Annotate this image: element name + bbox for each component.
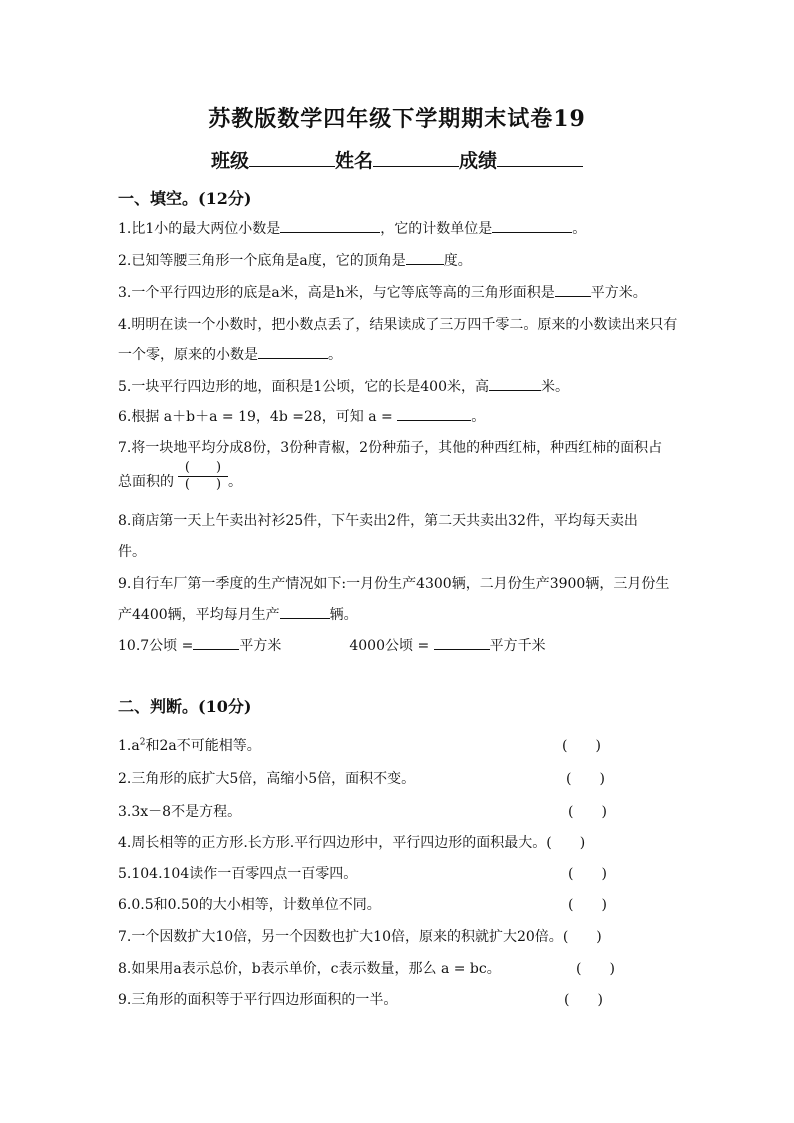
section2-heading: 二、判断。(10分) [118, 697, 252, 716]
judgment-paren[interactable]: ( ) [576, 961, 615, 977]
judgment-paren[interactable]: ( ) [562, 738, 601, 754]
s2-question-5: 5.104.104读作一百零四点一百零四。 [118, 866, 358, 882]
name-field[interactable] [373, 148, 459, 167]
answer-blank[interactable] [397, 406, 471, 421]
answer-blank[interactable] [434, 635, 490, 650]
s1-question-6: 6.根据 a＋b＋a = 19，4b =28，可知 a = 。 [118, 406, 485, 426]
judgment-paren[interactable]: ( ) [566, 771, 605, 787]
s2-question-7: 7.一个因数扩大10倍，另一个因数也扩大10倍，原来的积就扩大20倍。( ) [118, 929, 602, 945]
s1-question-7-line1: 7.将一块地平均分成8份，3份种青椒，2份种茄子，其他的种西红柿，种西红柿的面积占 [118, 440, 663, 456]
answer-blank[interactable] [193, 635, 239, 650]
exam-title: 苏教版数学四年级下学期期末试卷19 [208, 106, 586, 132]
s2-question-9: 9.三角形的面积等于平行四边形面积的一半。 [118, 992, 398, 1008]
s2-question-3: 3.3x－8不是方程。 [118, 804, 242, 820]
score-field[interactable] [497, 148, 583, 167]
name-label: 姓名 [334, 150, 373, 172]
class-label: 班级 [210, 150, 249, 172]
s1-question-4-line2: 一个零，原来的小数是 。 [118, 344, 342, 364]
judgment-paren[interactable]: ( ) [546, 835, 586, 851]
judgment-paren[interactable]: ( ) [568, 866, 607, 882]
judgment-paren[interactable]: ( ) [564, 992, 603, 1008]
answer-blank[interactable] [555, 282, 591, 297]
class-field[interactable] [249, 148, 335, 167]
s2-question-6: 6.0.5和0.50的大小相等，计数单位不同。 [118, 897, 381, 913]
s1-question-8-line1: 8.商店第一天上午卖出衬衫25件，下午卖出2件，第二天共卖出32件，平均每天卖出 [118, 513, 638, 529]
fraction-denominator[interactable]: ( ) [184, 477, 222, 492]
fraction-blank[interactable] [178, 460, 228, 493]
answer-blank[interactable] [280, 218, 380, 233]
answer-blank[interactable] [258, 344, 328, 359]
answer-blank[interactable] [280, 604, 330, 619]
judgment-paren[interactable]: ( ) [568, 897, 607, 913]
s1-question-10: 10.7公顷 = 平方米 4000公顷 = 平方千米 [118, 635, 546, 655]
s1-question-8-line2: 件。 [118, 544, 146, 560]
score-label: 成绩 [459, 150, 498, 172]
s2-question-2: 2.三角形的底扩大5倍，高缩小5倍，面积不变。 [118, 771, 416, 787]
s1-question-1: 1.比1小的最大两位小数是 ，它的计数单位是 。 [118, 218, 586, 238]
s2-question-4: 4.周长相等的正方形.长方形.平行四边形中，平行四边形的面积最大。( ) [118, 835, 586, 851]
s1-question-2: 2.已知等腰三角形一个底角是a度，它的顶角是 度。 [118, 250, 472, 270]
s2-question-8: 8.如果用a表示总价，b表示单价，c表示数量，那么 a = bc。 [118, 961, 501, 977]
fraction-numerator[interactable]: ( ) [184, 460, 222, 475]
s1-question-7-line2: 总面积的 。 [118, 474, 242, 490]
s1-question-9-line2: 产4400辆，平均每月生产 辆。 [118, 604, 358, 624]
s1-question-4-line1: 4.明明在读一个小数时，把小数点丢了，结果读成了三万四千零二。原来的小数读出来只有 [118, 317, 678, 333]
answer-blank[interactable] [489, 376, 541, 391]
section1-heading: 一、填空。(12分) [118, 189, 252, 208]
s1-question-9-line1: 9.自行车厂第一季度的生产情况如下:一月份生产4300辆，二月份生产3900辆，三月份生 [118, 576, 670, 592]
judgment-paren[interactable]: ( ) [568, 804, 607, 820]
judgment-paren[interactable]: ( ) [562, 929, 602, 945]
s1-question-5: 5.一块平行四边形的地，面积是1公顷，它的长是400米，高 米。 [118, 376, 569, 396]
s2-question-1: $1.a^2$和2a不可能相等。 [118, 737, 261, 754]
s1-question-3: 3.一个平行四边形的底是a米，高是h米，与它等底等高的三角形面积是 平方米。 [118, 282, 647, 302]
answer-blank[interactable] [406, 250, 444, 265]
student-info-row [0, 146, 794, 173]
answer-blank[interactable] [492, 218, 572, 233]
